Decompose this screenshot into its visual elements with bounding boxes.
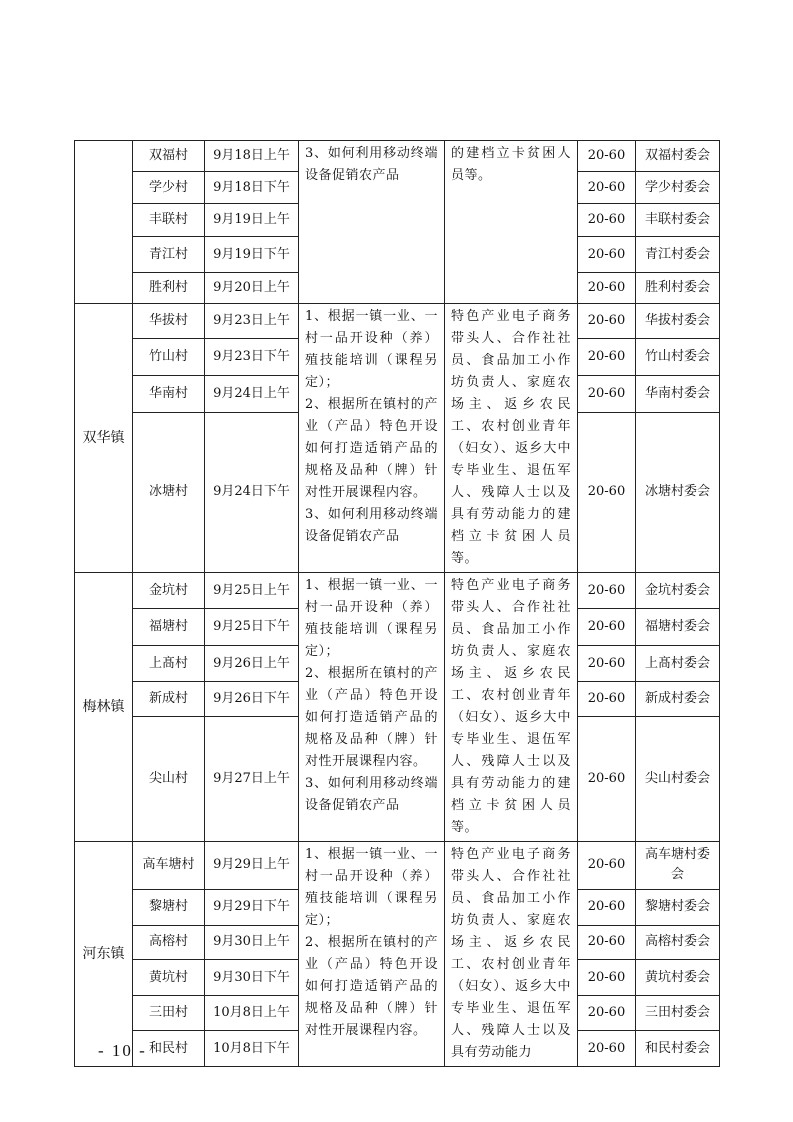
time-cell: 9月25日下午 xyxy=(205,609,299,645)
venue-cell: 尖山村委会 xyxy=(636,717,720,842)
count-cell: 20-60 xyxy=(578,273,636,304)
venue-cell: 新成村委会 xyxy=(636,682,720,717)
venue-cell: 丰联村委会 xyxy=(636,204,720,237)
time-cell: 9月24日下午 xyxy=(205,412,299,572)
time-cell: 9月19日上午 xyxy=(205,204,299,237)
time-cell: 9月23日下午 xyxy=(205,339,299,376)
target-people-cell: 特色产业电子商务带头人、合作社社员、食品加工小作坊负责人、家庭农场主、返乡农民工、农村创业青年（妇女）、返乡大中专毕业生、退伍军人、残障人士以及具有劳动能力 xyxy=(445,842,578,1067)
count-cell: 20-60 xyxy=(578,682,636,717)
table-row xyxy=(75,573,720,609)
count-cell: 20-60 xyxy=(578,996,636,1031)
count-cell: 20-60 xyxy=(578,412,636,572)
count-cell: 20-60 xyxy=(578,1031,636,1067)
village-cell: 黄坑村 xyxy=(133,960,205,996)
table-row xyxy=(75,304,720,339)
village-cell: 高车塘村 xyxy=(133,842,205,890)
schedule-table xyxy=(74,140,720,1067)
time-cell: 9月27日上午 xyxy=(205,717,299,842)
time-cell: 9月20日上午 xyxy=(205,273,299,304)
venue-cell: 福塘村委会 xyxy=(636,609,720,645)
village-cell: 尖山村 xyxy=(133,717,205,842)
count-cell: 20-60 xyxy=(578,842,636,890)
time-cell: 9月18日上午 xyxy=(205,141,299,172)
venue-cell: 高榕村委会 xyxy=(636,925,720,960)
count-cell: 20-60 xyxy=(578,609,636,645)
count-cell: 20-60 xyxy=(578,204,636,237)
time-cell: 9月29日下午 xyxy=(205,889,299,925)
village-cell: 福塘村 xyxy=(133,609,205,645)
venue-cell: 青江村委会 xyxy=(636,237,720,273)
venue-cell: 和民村委会 xyxy=(636,1031,720,1067)
count-cell: 20-60 xyxy=(578,141,636,172)
time-cell: 9月19日下午 xyxy=(205,237,299,273)
town-cell: 河东镇 xyxy=(75,842,133,1067)
table-row xyxy=(75,842,720,890)
count-cell: 20-60 xyxy=(578,172,636,204)
venue-cell: 冰塘村委会 xyxy=(636,412,720,572)
time-cell: 9月30日上午 xyxy=(205,925,299,960)
venue-cell: 胜利村委会 xyxy=(636,273,720,304)
village-cell: 三田村 xyxy=(133,996,205,1031)
venue-cell: 三田村委会 xyxy=(636,996,720,1031)
count-cell: 20-60 xyxy=(578,717,636,842)
village-cell: 上髙村 xyxy=(133,645,205,681)
venue-cell: 双福村委会 xyxy=(636,141,720,172)
target-people-cell: 的建档立卡贫困人员等。 xyxy=(445,141,578,304)
village-cell: 冰塘村 xyxy=(133,412,205,572)
training-topic-cell: 1、根据一镇一业、一村一品开设种（养）殖技能培训（课程另定）； 2、根据所在镇村的产业（产品）特色开设如何打造适销产品的规格及品种（牌）针对性开展课程内容。 xyxy=(299,842,445,1067)
schedule-table-container xyxy=(74,140,719,1067)
venue-cell: 华南村委会 xyxy=(636,375,720,412)
time-cell: 9月30日下午 xyxy=(205,960,299,996)
count-cell: 20-60 xyxy=(578,889,636,925)
village-cell: 黎塘村 xyxy=(133,889,205,925)
count-cell: 20-60 xyxy=(578,304,636,339)
count-cell: 20-60 xyxy=(578,375,636,412)
venue-cell: 学少村委会 xyxy=(636,172,720,204)
time-cell: 10月8日下午 xyxy=(205,1031,299,1067)
venue-cell: 高车塘村委会 xyxy=(636,842,720,890)
count-cell: 20-60 xyxy=(578,573,636,609)
target-people-cell: 特色产业电子商务带头人、合作社社员、食品加工小作坊负责人、家庭农场主、返乡农民工、农村创业青年（妇女）、返乡大中专毕业生、退伍军人、残障人士以及具有劳动能力的建档立卡贫困人员等。 xyxy=(445,304,578,573)
village-cell: 胜利村 xyxy=(133,273,205,304)
village-cell: 双福村 xyxy=(133,141,205,172)
venue-cell: 竹山村委会 xyxy=(636,339,720,376)
venue-cell: 黎塘村委会 xyxy=(636,889,720,925)
table-row xyxy=(75,141,720,172)
town-cell: 双华镇 xyxy=(75,304,133,573)
training-topic-cell: 1、根据一镇一业、一村一品开设种（养）殖技能培训（课程另定）； 2、根据所在镇村的产业（产品）特色开设如何打造适销产品的规格及品种（牌）针对性开展课程内容。 3、如何利用移动终端设备促销农产品 xyxy=(299,304,445,573)
village-cell: 新成村 xyxy=(133,682,205,717)
venue-cell: 金坑村委会 xyxy=(636,573,720,609)
village-cell: 高榕村 xyxy=(133,925,205,960)
town-cell: 梅林镇 xyxy=(75,573,133,842)
target-people-cell: 特色产业电子商务带头人、合作社社员、食品加工小作坊负责人、家庭农场主、返乡农民工、农村创业青年（妇女）、返乡大中专毕业生、退伍军人、残障人士以及具有劳动能力的建档立卡贫困人员等。 xyxy=(445,573,578,842)
time-cell: 9月24日上午 xyxy=(205,375,299,412)
village-cell: 华南村 xyxy=(133,375,205,412)
venue-cell: 上髙村委会 xyxy=(636,645,720,681)
training-topic-cell: 3、如何利用移动终端设备促销农产品 xyxy=(299,141,445,304)
time-cell: 9月18日下午 xyxy=(205,172,299,204)
time-cell: 9月26日下午 xyxy=(205,682,299,717)
village-cell: 青江村 xyxy=(133,237,205,273)
page-number: - 10 - xyxy=(98,1041,147,1060)
count-cell: 20-60 xyxy=(578,960,636,996)
count-cell: 20-60 xyxy=(578,237,636,273)
village-cell: 竹山村 xyxy=(133,339,205,376)
time-cell: 9月29日上午 xyxy=(205,842,299,890)
town-cell xyxy=(75,141,133,304)
venue-cell: 华拔村委会 xyxy=(636,304,720,339)
count-cell: 20-60 xyxy=(578,339,636,376)
time-cell: 9月25日上午 xyxy=(205,573,299,609)
count-cell: 20-60 xyxy=(578,925,636,960)
venue-cell: 黄坑村委会 xyxy=(636,960,720,996)
time-cell: 9月23日上午 xyxy=(205,304,299,339)
training-topic-cell: 1、根据一镇一业、一村一品开设种（养）殖技能培训（课程另定）； 2、根据所在镇村的产业（产品）特色开设如何打造适销产品的规格及品种（牌）针对性开展课程内容。 3、如何利用移动终端设备促销农产品 xyxy=(299,573,445,842)
village-cell: 华拔村 xyxy=(133,304,205,339)
time-cell: 10月8日上午 xyxy=(205,996,299,1031)
time-cell: 9月26日上午 xyxy=(205,645,299,681)
village-cell: 丰联村 xyxy=(133,204,205,237)
village-cell: 和民村 xyxy=(133,1031,205,1067)
village-cell: 金坑村 xyxy=(133,573,205,609)
village-cell: 学少村 xyxy=(133,172,205,204)
count-cell: 20-60 xyxy=(578,645,636,681)
